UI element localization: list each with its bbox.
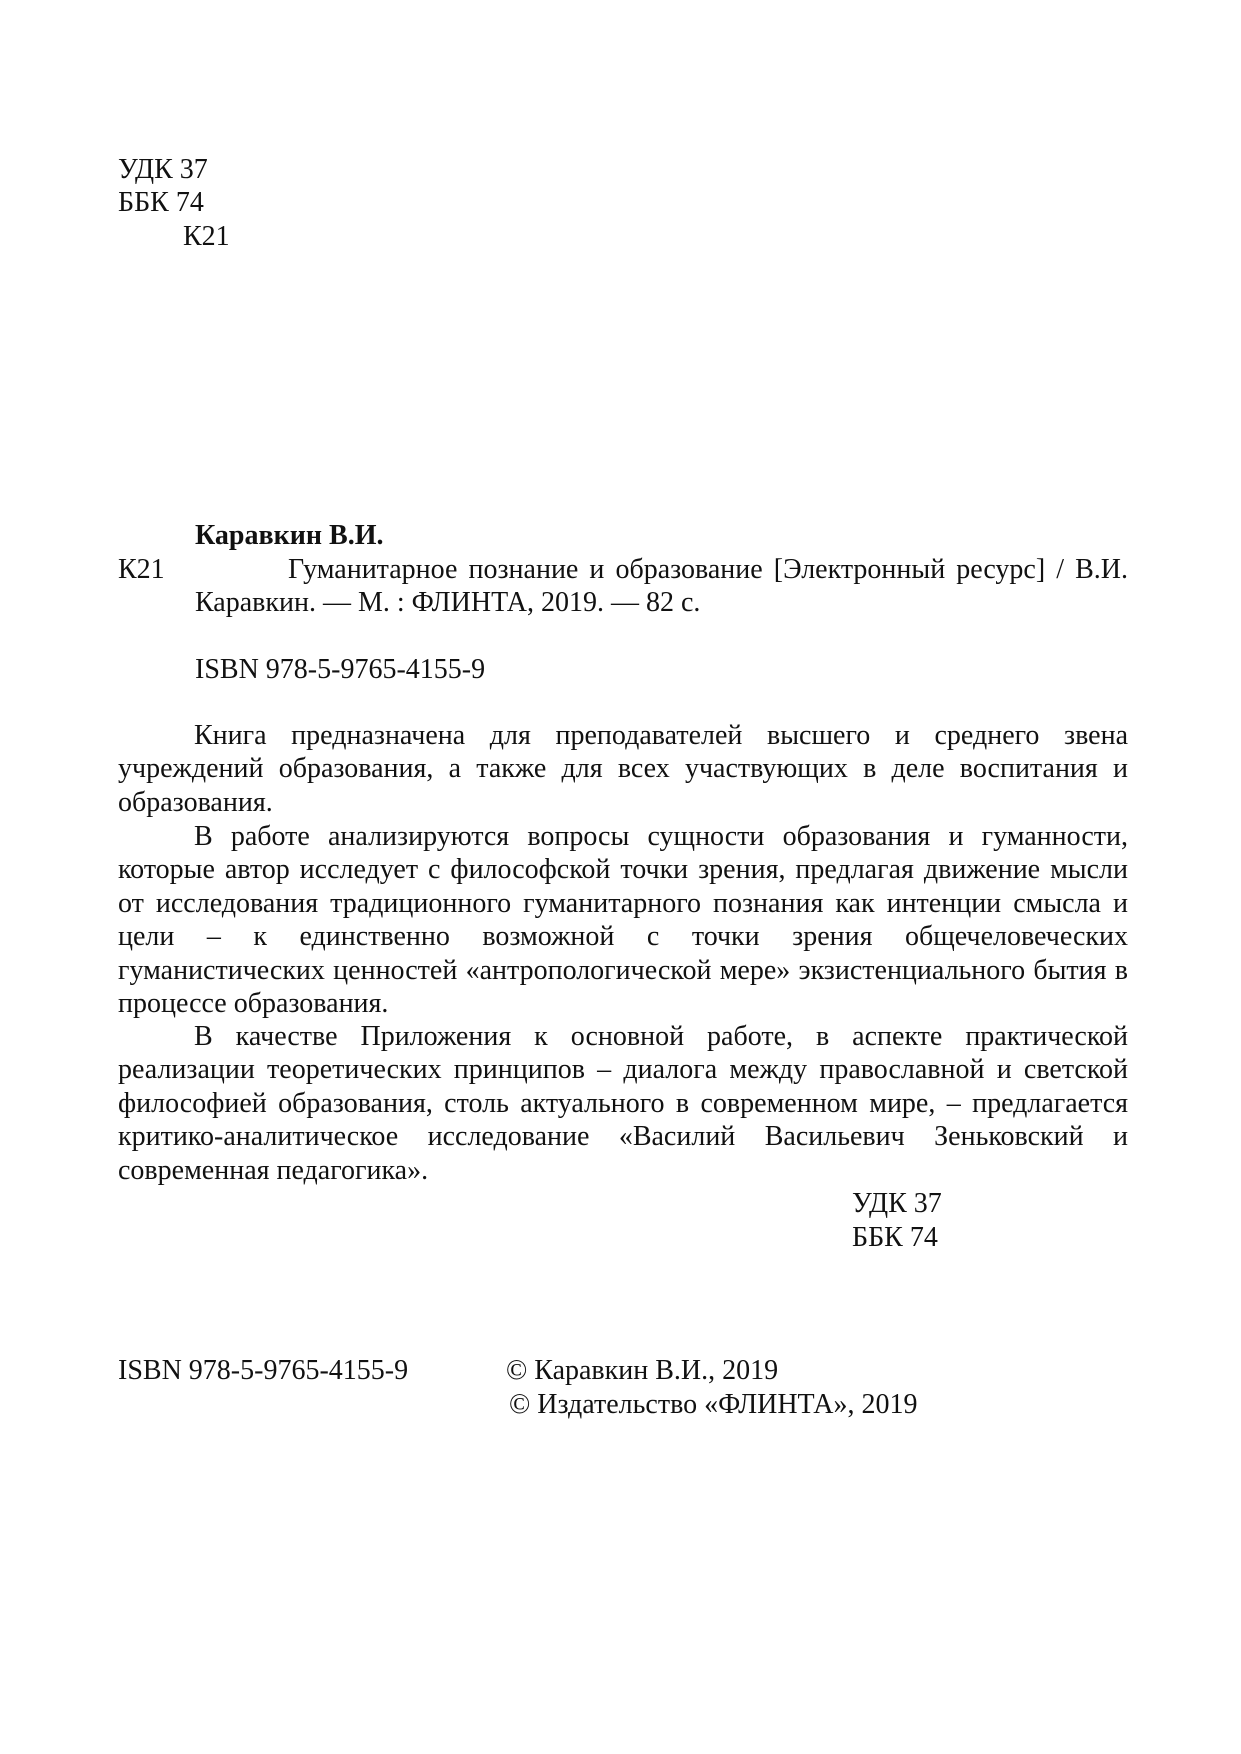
bbk-code-top: ББК 74 [118,187,204,218]
copyright-author: © Каравкин В.И., 2019 [506,1355,779,1386]
author-mark: К21 [118,554,165,585]
copyright-publisher: © Издательство «ФЛИНТА», 2019 [509,1389,918,1420]
abstract-paragraph-1: Книга предназначена для преподавателей высшего и среднего звена учреждений образования, а также для всех участвующих в деле воспитания и образования. [118,720,1128,818]
isbn-footer: ISBN 978-5-9765-4155-9 [118,1355,409,1386]
author-mark-top: К21 [183,221,230,252]
abstract-paragraph-2: В работе анализируются вопросы сущности образования и гуманности, которые автор исследует с философской точки зрения, предлагая движение мысли от исследования традиционного гуманитарного познания как интенции смысла и цели – к единственно возможной с точки зрения общечеловеческих гуманистических ценностей «антропологической мере» экзистенциального бытия в процессе образования. [118,821,1128,1020]
bbk-code-bottom: ББК 74 [852,1222,938,1253]
isbn-record: ISBN 978-5-9765-4155-9 [195,654,486,685]
bibliographic-description: Гуманитарное познание и образование [Электронный ресурс] / В.И. Каравкин. — М. : ФЛИНТА, 2019. — 82 с. [195,554,1128,619]
abstract-paragraph-3: В качестве Приложения к основной работе, в аспекте практической реализации теоретических принципов – диалога между православной и светской философией образования, столь актуального в современном мире, – предлагается критико-аналитическое исследование «Василий Васильевич Зеньковский и современная педагогика». [118,1021,1128,1186]
author-name: Каравкин В.И. [195,520,384,551]
udk-code-top: УДК 37 [118,154,208,185]
udk-code-bottom: УДК 37 [852,1188,942,1219]
